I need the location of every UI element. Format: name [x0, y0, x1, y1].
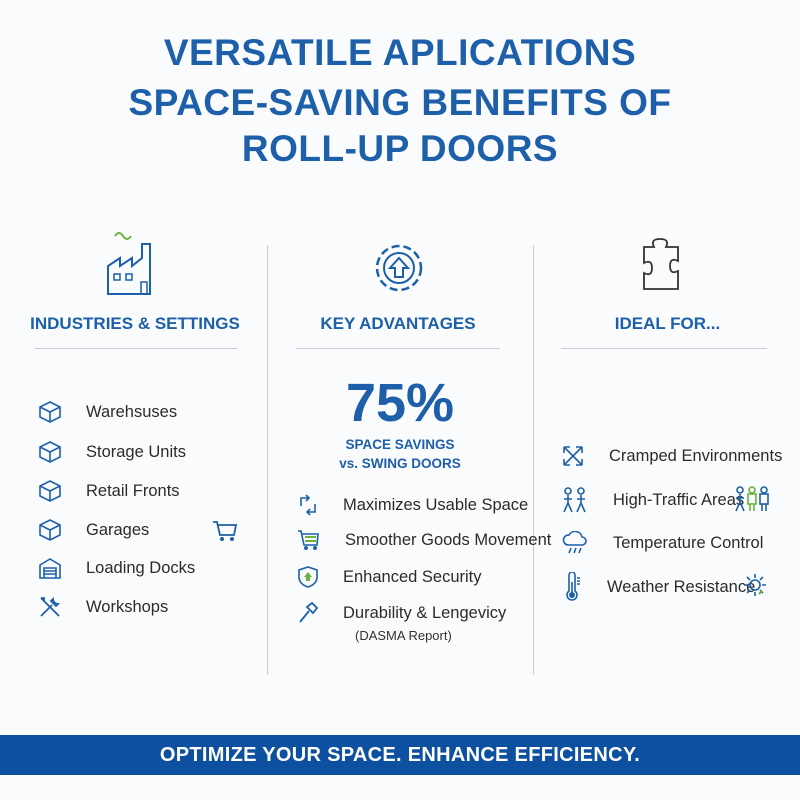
- box-icon: [38, 400, 74, 424]
- list-item: [38, 400, 177, 424]
- title-line-2: SPACE-SAVING BENEFITS OF: [128, 82, 672, 123]
- list-item-label: High-Traffic Areas: [613, 490, 745, 509]
- box-icon: [38, 440, 74, 464]
- source-note: (DASMA Report): [355, 628, 452, 643]
- people-group-icon: [734, 486, 770, 512]
- list-item-label: Loading Docks: [86, 558, 196, 577]
- list-item-label: Retail Fronts: [86, 481, 180, 500]
- list-item-label: Smoother Goods Movement: [345, 530, 552, 549]
- list-item: [38, 518, 149, 542]
- title-line-1: VERSATILE APLICATIONS: [163, 32, 637, 73]
- industries-heading: INDUSTRIES & SETTINGS: [30, 314, 240, 333]
- shield-icon: [297, 565, 331, 589]
- list-item: [561, 487, 744, 513]
- list-item-label: Garages: [86, 520, 150, 539]
- list-item: [561, 572, 755, 602]
- cart-icon: [297, 529, 333, 551]
- list-item: [38, 595, 168, 619]
- puzzle-icon: [640, 237, 684, 291]
- list-item: [297, 529, 551, 551]
- list-item-label: Temperature Control: [613, 533, 764, 552]
- people-icon: [561, 487, 601, 513]
- box-icon: [38, 518, 74, 542]
- column-divider: [533, 245, 534, 675]
- stat-value: 75%: [345, 373, 455, 433]
- warehouse-icon: [38, 556, 74, 580]
- list-item-label: Storage Units: [86, 442, 186, 461]
- gear-icon: [368, 237, 430, 299]
- list-item: [38, 479, 180, 503]
- tools-icon: [38, 595, 74, 619]
- cloud-rain-icon: [561, 531, 601, 555]
- divider: [35, 348, 237, 349]
- list-item: [38, 440, 186, 464]
- list-item: [561, 531, 763, 555]
- list-item-label: Weather Resistance: [607, 577, 756, 596]
- list-item-label: Warehsuses: [86, 402, 178, 421]
- list-item-label: Workshops: [86, 597, 169, 616]
- thermometer-icon: [561, 572, 595, 602]
- divider: [561, 348, 767, 349]
- ideal-heading: IDEAL FOR...: [614, 314, 721, 333]
- cart-icon: [212, 520, 238, 542]
- list-item: [561, 444, 782, 468]
- hammer-icon: [297, 601, 331, 625]
- expand-icon: [561, 444, 597, 468]
- sun-icon: [742, 572, 768, 598]
- arrows-icon: [297, 494, 331, 516]
- footer-banner: OPTIMIZE YOUR SPACE. ENHANCE EFFICIENCY.: [0, 735, 800, 775]
- title-line-3: ROLL-UP DOORS: [241, 128, 559, 169]
- list-item-label: Enhanced Security: [343, 567, 482, 586]
- list-item: [297, 565, 482, 589]
- factory-icon: [105, 228, 161, 296]
- list-item: [38, 556, 195, 580]
- list-item-label: Maximizes Usable Space: [343, 495, 529, 514]
- list-item-label: Durability & Lengevicy: [343, 603, 507, 622]
- list-item: [297, 494, 528, 516]
- divider: [296, 348, 500, 349]
- stat-line-1: SPACE SAVINGS: [345, 437, 455, 452]
- list-item-label: Cramped Environments: [609, 446, 783, 465]
- list-item: [297, 601, 506, 625]
- advantages-heading: KEY ADVANTAGES: [320, 314, 476, 333]
- stat-line-2: vs. SWING DOORS: [339, 456, 461, 471]
- box-icon: [38, 479, 74, 503]
